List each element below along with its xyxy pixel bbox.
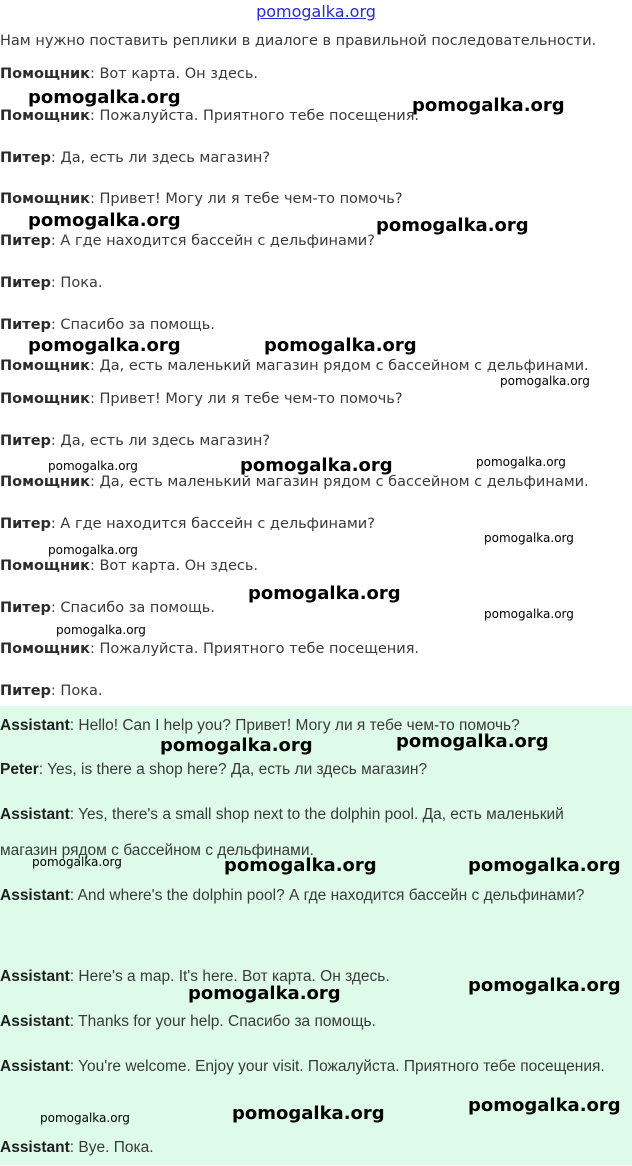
speaker-label: Assistant [0,887,70,904]
speaker-label: Помощник [0,641,90,657]
speaker-label: Assistant [0,1058,70,1075]
answer-line [0,1004,610,1040]
line-text: : Пожалуйста. Приятного тебе посещения. [89,108,420,124]
task-line [0,600,215,616]
speaker-label: Питер [0,516,51,532]
watermark: pomogalka.org [40,1111,130,1125]
speaker-label: Peter [0,761,39,778]
watermark: pomogalka.org [484,607,574,621]
line-text: : Да, есть маленький магазин рядом с бассейном с дельфинами. [89,474,589,490]
watermark: pomogalka.org [468,975,621,996]
watermark: pomogalka.org [396,731,549,752]
watermark: pomogalka.org [412,95,565,116]
answer-line [0,878,610,914]
speaker-label: Assistant [0,1013,70,1030]
speaker-label: Питер [0,433,51,449]
watermark: pomogalka.org [48,543,138,557]
watermark: pomogalka.org [56,623,146,637]
task-line [0,433,270,449]
line-text: : Да, есть ли здесь магазин? [50,150,271,166]
answer-line [0,1049,610,1085]
line-text: : Thanks for your help. Спасибо за помощь. [69,1013,376,1030]
task-line [0,108,419,124]
answer-line [0,1130,610,1166]
task-line [0,66,258,82]
watermark: pomogalka.org [500,374,590,388]
speaker-label: Помощник [0,108,90,124]
watermark: pomogalka.org [376,215,529,236]
line-text: : Hello! Can I help you? Привет! Могу ли я тебе чем-то помочь? [69,717,520,734]
line-text: : Пока. [50,275,103,291]
line-text: : Пока. [50,683,103,699]
watermark: pomogalka.org [28,335,181,356]
task-line [0,150,270,166]
line-text: : Yes, is there a shop here? Да, есть ли здесь магазин? [38,761,428,778]
task-intro: Нам нужно поставить реплики в диалоге в правильной последовательности. [0,33,597,49]
line-text: : Вот карта. Он здесь. [89,558,259,574]
speaker-label: Помощник [0,474,90,490]
watermark: pomogalka.org [240,455,393,476]
task-line [0,358,589,374]
line-text: : Вот карта. Он здесь. [89,66,259,82]
line-text: : Привет! Могу ли я тебе чем-то помочь? [89,191,403,207]
site-link[interactable]: pomogalka.org [256,2,376,21]
watermark: pomogalka.org [468,855,621,876]
speaker-label: Питер [0,275,51,291]
line-text: : Пожалуйста. Приятного тебе посещения. [89,641,420,657]
watermark: pomogalka.org [476,455,566,469]
speaker-label: Помощник [0,558,90,574]
speaker-label: Питер [0,600,51,616]
line-text: : Yes, there's a small shop next to the dolphin pool. Да, есть маленький магазин рядом с бассейном с дельфинами. [0,806,564,859]
task-line [0,275,102,291]
task-line [0,683,102,699]
speaker-label: Питер [0,683,51,699]
line-text: : Here's a map. It's here. Вот карта. Он здесь. [69,968,390,985]
task-line [0,474,589,490]
speaker-label: Помощник [0,358,90,374]
speaker-label: Assistant [0,806,70,823]
task-line [0,641,419,657]
line-text: : You're welcome. Enjoy your visit. Пожалуйста. Приятного тебе посещения. [69,1058,605,1075]
speaker-label: Assistant [0,968,70,985]
line-text: : Да, есть маленький магазин рядом с бассейном с дельфинами. [89,358,589,374]
watermark: pomogalka.org [232,1103,385,1124]
watermark: pomogalka.org [32,855,122,869]
line-text: : Спасибо за помощь. [50,317,215,333]
task-line [0,233,375,249]
answer-line [0,752,610,788]
line-text: : Да, есть ли здесь магазин? [50,433,271,449]
watermark: pomogalka.org [160,735,313,756]
line-text: : Спасибо за помощь. [50,600,215,616]
watermark: pomogalka.org [28,210,181,231]
watermark: pomogalka.org [264,335,417,356]
line-text: : And where's the dolphin pool? А где находится бассейн с дельфинами? [69,887,585,904]
speaker-label: Питер [0,317,51,333]
speaker-label: Assistant [0,1139,70,1156]
speaker-label: Помощник [0,391,90,407]
watermark: pomogalka.org [468,1095,621,1116]
line-text: : Привет! Могу ли я тебе чем-то помочь? [89,391,403,407]
task-line [0,317,215,333]
watermark: pomogalka.org [484,531,574,545]
watermark: pomogalka.org [188,983,341,1004]
speaker-label: Помощник [0,66,90,82]
task-line [0,191,403,207]
line-text: : А где находится бассейн с дельфинами? [50,233,375,249]
task-line [0,558,258,574]
watermark: pomogalka.org [248,583,401,604]
line-text: : Bye. Пока. [69,1139,154,1156]
speaker-label: Assistant [0,717,70,734]
task-line [0,391,403,407]
watermark: pomogalka.org [224,855,377,876]
task-line [0,516,375,532]
speaker-label: Питер [0,233,51,249]
speaker-label: Помощник [0,191,90,207]
speaker-label: Питер [0,150,51,166]
watermark: pomogalka.org [48,459,138,473]
line-text: : А где находится бассейн с дельфинами? [50,516,375,532]
watermark: pomogalka.org [28,87,181,108]
